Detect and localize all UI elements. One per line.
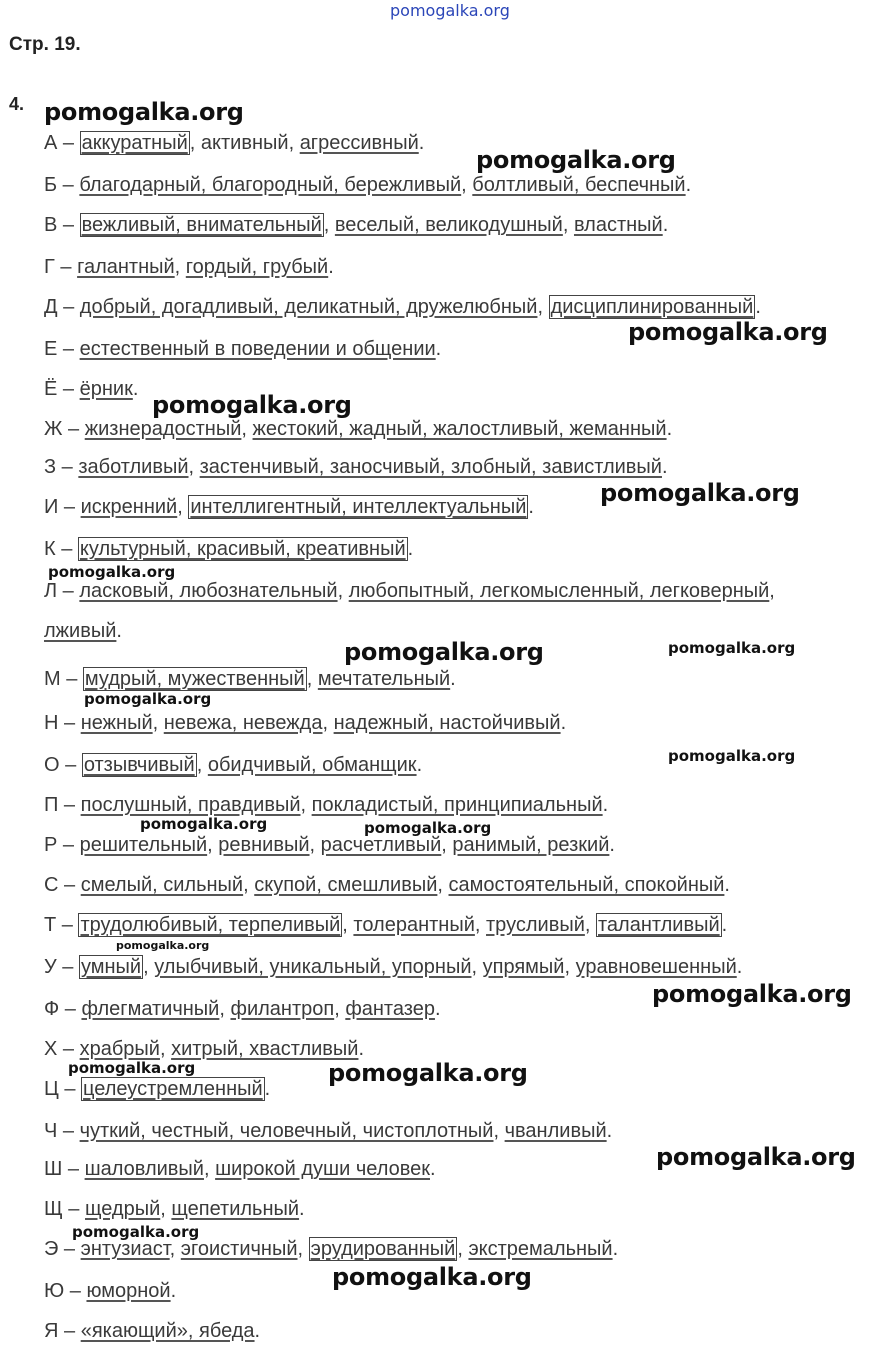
punctuation: , [584, 914, 596, 936]
boxed-word: культурный, красивый, креативный [79, 538, 406, 560]
punctuation: , [334, 998, 346, 1020]
line-letter: М [44, 668, 61, 690]
underlined-word: заботливый [78, 456, 189, 478]
line-dash: – [58, 874, 81, 896]
word-line [44, 130, 424, 156]
watermark: pomogalka.org [68, 1059, 196, 1077]
underlined-word: агрессивный [299, 132, 419, 154]
underlined-word: самостоятельный, спокойный [448, 874, 725, 896]
line-dash: – [58, 794, 81, 816]
underlined-word: чванливый [504, 1120, 607, 1142]
word-line [44, 578, 775, 604]
punctuation: , [769, 580, 775, 602]
line-letter: Ю [44, 1280, 65, 1302]
line-letter: Л [44, 580, 58, 602]
watermark: pomogalka.org [328, 1059, 528, 1087]
line-letter: Р [44, 834, 58, 856]
underlined-word: надежный, настойчивый [333, 712, 561, 734]
underlined-word: широкой души человек [215, 1158, 430, 1180]
word-line [44, 416, 672, 442]
line-letter: З [44, 456, 57, 478]
punctuation: . [450, 668, 456, 690]
word-line [44, 172, 691, 198]
punctuation: . [602, 794, 609, 816]
underlined-word: благодарный, благородный, бережливый [79, 174, 462, 196]
boxed-word: дисциплинированный [550, 296, 754, 318]
punctuation: , [457, 1238, 469, 1260]
underlined-word: естественный в поведении и общении [79, 338, 436, 360]
punctuation: , [441, 834, 453, 856]
line-dash: – [57, 296, 80, 318]
punctuation: , [461, 174, 473, 196]
punctuation: , [474, 914, 487, 936]
punctuation: , [219, 998, 231, 1020]
word-line [44, 336, 441, 362]
word-line [44, 618, 122, 644]
line-letter: Е [44, 338, 58, 360]
boxed-word: талантливый [598, 914, 720, 936]
punctuation: , [322, 712, 334, 734]
line-letter: Ч [44, 1120, 58, 1142]
line-dash: – [57, 1038, 80, 1060]
watermark: pomogalka.org [116, 939, 210, 952]
punctuation: . [435, 338, 442, 360]
punctuation: , [188, 456, 200, 478]
underlined-word: юморной [86, 1280, 171, 1302]
punctuation: . [434, 998, 441, 1020]
punctuation: активный [200, 132, 289, 154]
line-dash: – [58, 1078, 82, 1100]
underlined-word: улыбчивый, уникальный, упорный [154, 956, 472, 978]
punctuation: . [416, 754, 423, 776]
punctuation: , [342, 914, 354, 936]
punctuation: , [288, 132, 300, 154]
line-letter: К [44, 538, 56, 560]
line-dash: – [57, 214, 80, 236]
line-dash: – [58, 1320, 81, 1342]
punctuation: . [609, 834, 615, 856]
underlined-word: мечтательный [317, 668, 451, 690]
word-line [44, 832, 615, 858]
watermark: pomogalka.org [48, 563, 176, 581]
underlined-word: фантазер [345, 998, 435, 1020]
punctuation: . [662, 214, 669, 236]
punctuation: . [299, 1198, 305, 1220]
line-letter: В [44, 214, 58, 236]
underlined-word: щедрый [85, 1198, 161, 1220]
line-dash: – [58, 496, 81, 518]
underlined-word: экстремальный [468, 1238, 613, 1260]
watermark: pomogalka.org [140, 815, 268, 833]
line-letter: Ф [44, 998, 60, 1020]
line-letter: Б [44, 174, 58, 196]
punctuation: . [724, 874, 730, 896]
punctuation: , [323, 214, 335, 236]
underlined-word: скупой, смешливый [254, 874, 438, 896]
line-dash: – [57, 834, 80, 856]
punctuation: . [170, 1280, 177, 1302]
underlined-word: властный [573, 214, 663, 236]
line-letter: С [44, 874, 59, 896]
punctuation: . [755, 296, 761, 318]
punctuation: . [606, 1120, 613, 1142]
punctuation: , [143, 956, 155, 978]
word-line [44, 954, 742, 980]
word-line [44, 536, 413, 562]
word-line [44, 996, 441, 1022]
punctuation: , [306, 668, 318, 690]
watermark: pomogalka.org [476, 146, 676, 174]
punctuation: . [685, 174, 692, 196]
line-dash: – [64, 1280, 87, 1302]
word-line [44, 1076, 270, 1102]
punctuation: , [169, 1238, 181, 1260]
punctuation: . [666, 418, 673, 440]
underlined-word: нежный [80, 712, 153, 734]
punctuation: . [358, 1038, 365, 1060]
line-letter: И [44, 496, 59, 518]
underlined-word: шаловливый [84, 1158, 204, 1180]
punctuation: , [207, 834, 219, 856]
line-letter: Т [44, 914, 57, 936]
word-line [44, 494, 534, 520]
watermark: pomogalka.org [84, 690, 212, 708]
punctuation: . [661, 456, 668, 478]
punctuation: , [160, 1198, 172, 1220]
watermark: pomogalka.org [628, 318, 828, 346]
word-line [44, 294, 761, 320]
watermark: pomogalka.org [668, 747, 796, 765]
line-letter: О [44, 754, 60, 776]
punctuation: , [189, 132, 201, 154]
underlined-word: лживый [44, 620, 117, 642]
punctuation: , [243, 874, 255, 896]
punctuation: , [309, 834, 321, 856]
underlined-word: смелый, сильный [80, 874, 244, 896]
boxed-word: вежливый, внимательный [81, 214, 322, 236]
underlined-word: «якающий», ябеда [80, 1320, 255, 1342]
underlined-word: уравновешенный [575, 956, 737, 978]
punctuation: , [493, 1120, 505, 1142]
line-letter: Щ [44, 1198, 63, 1220]
line-dash: – [58, 712, 81, 734]
punctuation: , [437, 874, 449, 896]
boxed-word: целеустремленный [83, 1078, 263, 1100]
punctuation: . [721, 914, 728, 936]
boxed-word: интеллигентный, интеллектуальный [190, 496, 527, 518]
line-letter: Ш [44, 1158, 63, 1180]
boxed-word: трудолюбивый, терпеливый [80, 914, 341, 936]
watermark: pomogalka.org [668, 639, 796, 657]
word-line [44, 792, 608, 818]
underlined-word: любопытный, легкомысленный, легковерный [348, 580, 770, 602]
line-dash: – [60, 668, 83, 690]
punctuation: . [612, 1238, 619, 1260]
underlined-word: чуткий, честный, человечный, чистоплотный [79, 1120, 494, 1142]
watermark: pomogalka.org [364, 819, 492, 837]
watermark: pomogalka.org [332, 1263, 532, 1291]
word-line [44, 912, 727, 938]
punctuation: . [328, 256, 334, 278]
line-letter: Х [44, 1038, 58, 1060]
punctuation: , [562, 214, 574, 236]
underlined-word: ёрник [79, 378, 133, 400]
punctuation: , [241, 418, 253, 440]
line-dash: – [62, 418, 85, 440]
boxed-word: эрудированный [310, 1238, 456, 1260]
underlined-word: болтливый, беспечный [472, 174, 686, 196]
punctuation: , [537, 296, 549, 318]
line-dash: – [57, 1120, 80, 1142]
punctuation: , [203, 1158, 216, 1180]
punctuation: . [264, 1078, 271, 1100]
watermark: pomogalka.org [344, 638, 544, 666]
line-dash: – [62, 1158, 85, 1180]
underlined-word: энтузиаст [80, 1238, 170, 1260]
underlined-word: невежа, невежда [163, 712, 323, 734]
word-line [44, 254, 334, 280]
word-line [44, 666, 456, 692]
underlined-word: упрямый [482, 956, 565, 978]
line-dash: – [57, 174, 80, 196]
punctuation: , [174, 256, 186, 278]
line-letter: Ж [44, 418, 63, 440]
underlined-word: храбрый [79, 1038, 160, 1060]
word-line [44, 376, 138, 402]
underlined-word: искренний [80, 496, 178, 518]
line-letter: Г [44, 256, 55, 278]
watermark: pomogalka.org [44, 98, 244, 126]
page-label: Стр. 19. [9, 34, 81, 55]
underlined-word: расчетливый [320, 834, 442, 856]
word-line [44, 454, 668, 480]
punctuation: , [564, 956, 576, 978]
line-dash: – [54, 256, 78, 278]
boxed-word: мудрый, мужественный [84, 668, 305, 690]
underlined-word: эгоистичный [180, 1238, 298, 1260]
underlined-word: жизнерадостный [84, 418, 242, 440]
line-dash: – [62, 1198, 85, 1220]
line-letter: Э [44, 1238, 59, 1260]
line-letter: Ё [44, 378, 58, 400]
underlined-word: филантроп [230, 998, 335, 1020]
punctuation: , [300, 794, 312, 816]
underlined-word: послушный, правдивый [80, 794, 301, 816]
line-dash: – [57, 378, 80, 400]
underlined-word: щепетильный [171, 1198, 300, 1220]
punctuation: . [116, 620, 122, 642]
punctuation: . [418, 132, 425, 154]
boxed-word: аккуратный [81, 132, 188, 154]
line-letter: А [44, 132, 58, 154]
watermark-top: pomogalka.org [390, 1, 510, 20]
underlined-word: ласковый, любознательный [79, 580, 338, 602]
line-dash: – [59, 754, 82, 776]
line-dash: – [57, 580, 80, 602]
line-dash: – [58, 1238, 81, 1260]
line-dash: – [55, 538, 78, 560]
punctuation: , [159, 1038, 172, 1060]
punctuation: . [407, 538, 414, 560]
watermark: pomogalka.org [652, 980, 852, 1008]
watermark: pomogalka.org [152, 391, 352, 419]
punctuation: , [297, 1238, 309, 1260]
line-letter: П [44, 794, 59, 816]
punctuation: . [254, 1320, 261, 1342]
punctuation: . [430, 1158, 436, 1180]
underlined-word: застенчивый, заносчивый, злобный, завистливый [199, 456, 662, 478]
line-dash: – [56, 914, 79, 936]
line-dash: – [57, 338, 80, 360]
punctuation: . [132, 378, 139, 400]
line-dash: – [59, 998, 82, 1020]
underlined-word: галантный [77, 256, 175, 278]
underlined-word: гордый, грубый [185, 256, 329, 278]
underlined-word: трусливый [486, 914, 585, 936]
line-dash: – [56, 956, 79, 978]
underlined-word: обидчивый, обманщик [207, 754, 417, 776]
underlined-word: веселый, великодушный [334, 214, 563, 236]
underlined-word: жестокий, жадный, жалостливый, жеманный [252, 418, 667, 440]
word-line [44, 1196, 305, 1222]
boxed-word: отзывчивый [83, 754, 195, 776]
line-dash: – [56, 456, 79, 478]
word-line [44, 1156, 436, 1182]
word-line [44, 1318, 260, 1344]
line-letter: Д [44, 296, 58, 318]
punctuation: . [528, 496, 534, 518]
punctuation: , [152, 712, 164, 734]
line-dash: – [57, 132, 80, 154]
boxed-word: умный [80, 956, 142, 978]
watermark: pomogalka.org [656, 1143, 856, 1171]
line-letter: Н [44, 712, 59, 734]
punctuation: , [196, 754, 208, 776]
underlined-word: добрый, догадливый, деликатный, дружелюбный [79, 296, 538, 318]
word-line [44, 212, 668, 238]
punctuation: . [560, 712, 567, 734]
underlined-word: ранимый, резкий [452, 834, 610, 856]
word-line [44, 1118, 612, 1144]
underlined-word: покладистый, принципиальный [311, 794, 603, 816]
underlined-word: флегматичный [81, 998, 220, 1020]
word-line [44, 1278, 176, 1304]
word-line [44, 710, 566, 736]
underlined-word: хитрый, хвастливый [171, 1038, 359, 1060]
watermark: pomogalka.org [600, 479, 800, 507]
task-number: 4. [9, 94, 25, 114]
underlined-word: ревнивый [218, 834, 310, 856]
word-line [44, 752, 422, 778]
word-line [44, 872, 730, 898]
underlined-word: решительный [79, 834, 208, 856]
line-letter: Я [44, 1320, 59, 1342]
punctuation: , [177, 496, 189, 518]
line-letter: У [44, 956, 57, 978]
underlined-word: толерантный [353, 914, 475, 936]
punctuation: , [337, 580, 349, 602]
line-letter: Ц [44, 1078, 59, 1100]
punctuation: , [471, 956, 483, 978]
watermark: pomogalka.org [72, 1223, 200, 1241]
punctuation: . [736, 956, 743, 978]
